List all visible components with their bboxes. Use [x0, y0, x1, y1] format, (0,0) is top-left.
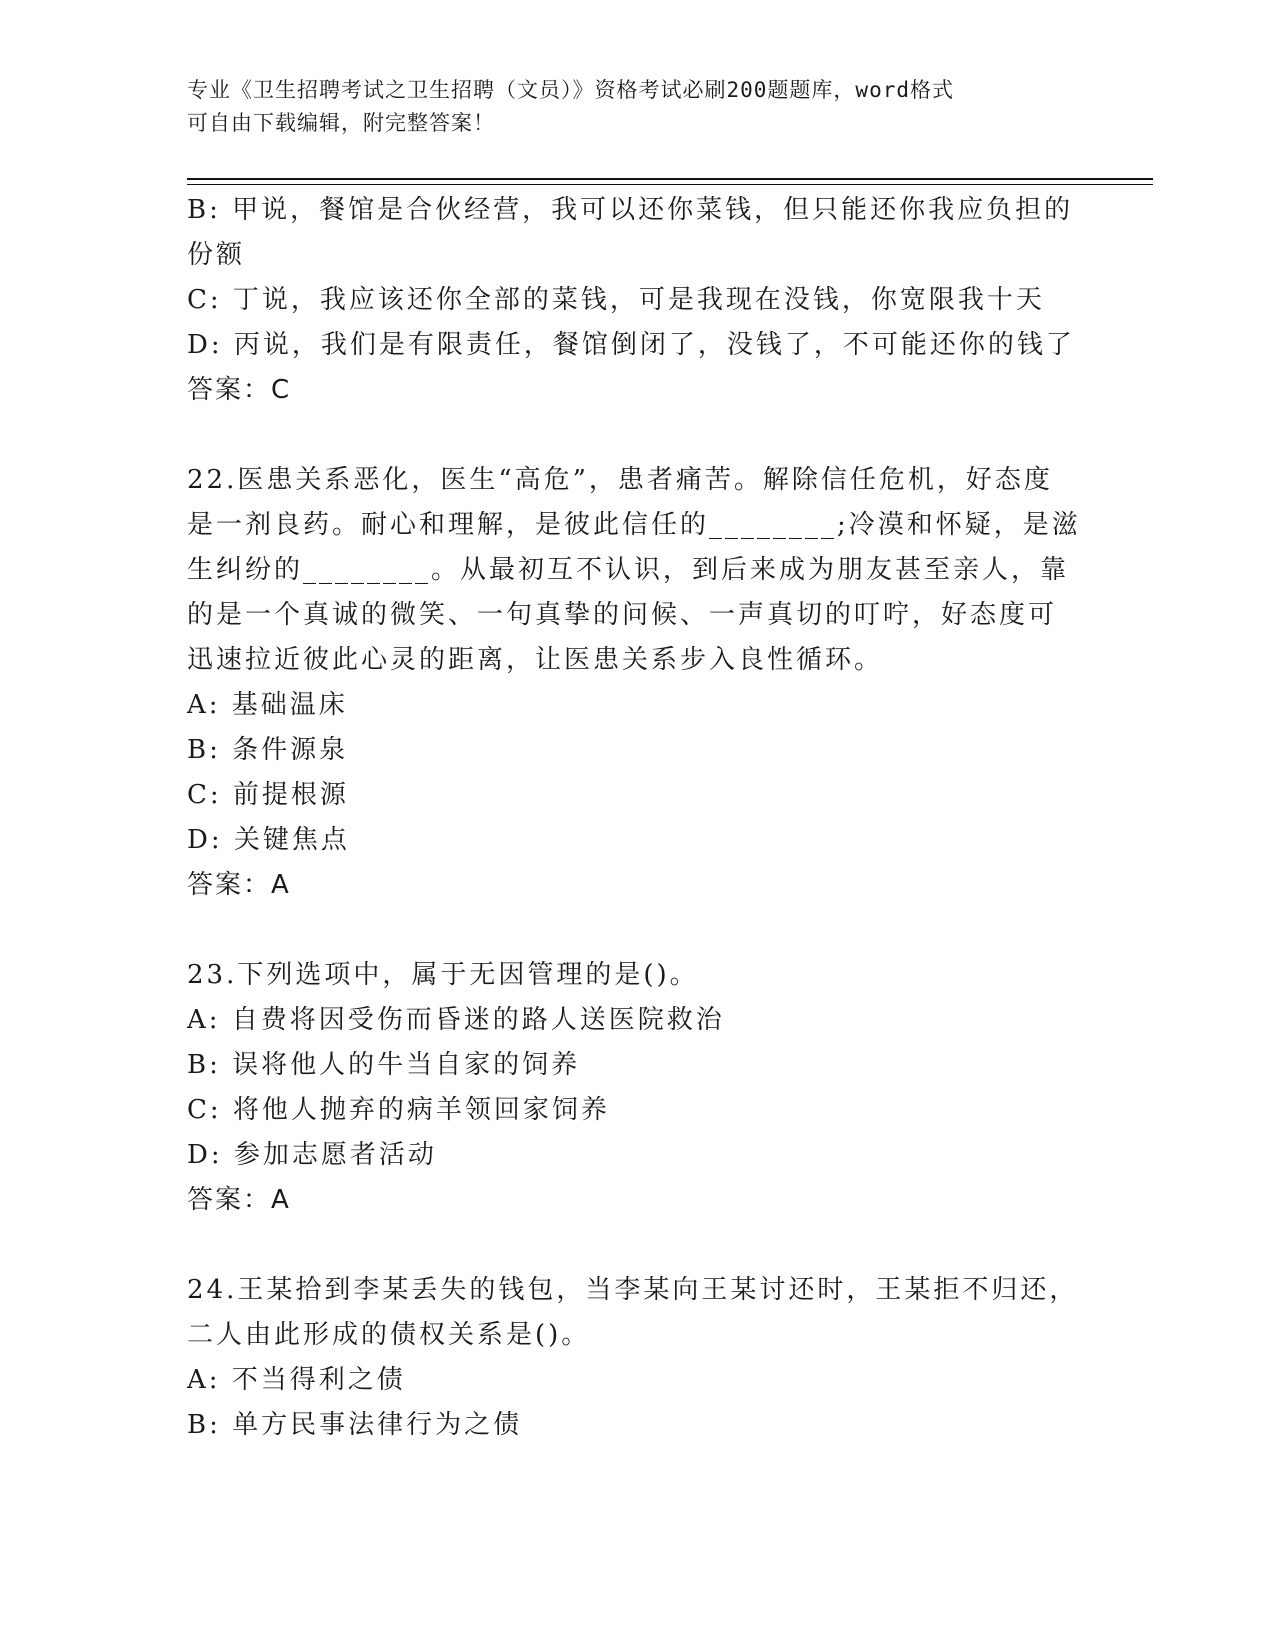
option-a: A: 自费将因受伤而昏迷的路人送医院救治 — [187, 1005, 725, 1035]
option-c: C: 将他人抛弃的病羊领回家饲养 — [187, 1095, 610, 1125]
answer: 答案：A — [187, 870, 291, 900]
question-stem-line: 22.医患关系恶化，医生“高危”，患者痛苦。解除信任危机，好态度 — [187, 465, 1053, 495]
option-c: C: 前提根源 — [187, 780, 349, 810]
question-stem-line: 迅速拉近彼此心灵的距离，让医患关系步入良性循环。 — [187, 645, 884, 675]
option-a: A: 基础温床 — [187, 690, 348, 720]
question-21-continued — [187, 188, 1087, 413]
option-d: D: 关键焦点 — [187, 825, 350, 855]
header-line-2: 可自由下载编辑，附完整答案！ — [187, 111, 495, 135]
spacer — [187, 413, 1087, 458]
spacer — [187, 1223, 1087, 1268]
option-d: D: 丙说，我们是有限责任，餐馆倒闭了，没钱了，不可能还你的钱了 — [187, 330, 1075, 360]
option-b: B: 误将他人的牛当自家的饲养 — [187, 1050, 581, 1080]
question-stem-line: 的是一个真诚的微笑、一句真挚的问候、一声真切的叮咛，好态度可 — [187, 600, 1058, 630]
answer: 答案：C — [187, 375, 292, 405]
question-22 — [187, 458, 1087, 908]
option-b: B: 甲说，餐馆是合伙经营，我可以还你菜钱，但只能还你我应负担的 — [187, 195, 1074, 225]
document-body — [187, 188, 1087, 1448]
option-c: C: 丁说，我应该还你全部的菜钱，可是我现在没钱，你宽限我十天 — [187, 285, 1045, 315]
option-b: B: 单方民事法律行为之债 — [187, 1410, 523, 1440]
question-stem-line: 24.王某拾到李某丢失的钱包，当李某向王某讨还时，王某拒不归还， — [187, 1275, 1079, 1305]
question-stem-line: 是一剂良药。耐心和理解，是彼此信任的________;冷漠和怀疑，是滋 — [187, 510, 1081, 540]
option-a: A: 不当得利之债 — [187, 1365, 406, 1395]
question-stem-line: 二人由此形成的债权关系是()。 — [187, 1320, 591, 1350]
document-header — [187, 74, 1087, 140]
option-b: B: 条件源泉 — [187, 735, 349, 765]
option-b-continued: 份额 — [187, 240, 246, 270]
option-d: D: 参加志愿者活动 — [187, 1140, 437, 1170]
answer: 答案：A — [187, 1185, 291, 1215]
spacer — [187, 908, 1087, 953]
header-rule-thick — [187, 178, 1153, 180]
header-line-1: 专业《卫生招聘考试之卫生招聘（文员）》资格考试必刷200题题库，word格式 — [187, 78, 954, 102]
question-24 — [187, 1268, 1087, 1448]
header-rule-thin — [187, 184, 1153, 185]
question-stem-line: 23.下列选项中，属于无因管理的是()。 — [187, 960, 699, 990]
question-23 — [187, 953, 1087, 1223]
question-stem-line: 生纠纷的________。从最初互不认识，到后来成为朋友甚至亲人，靠 — [187, 555, 1070, 585]
